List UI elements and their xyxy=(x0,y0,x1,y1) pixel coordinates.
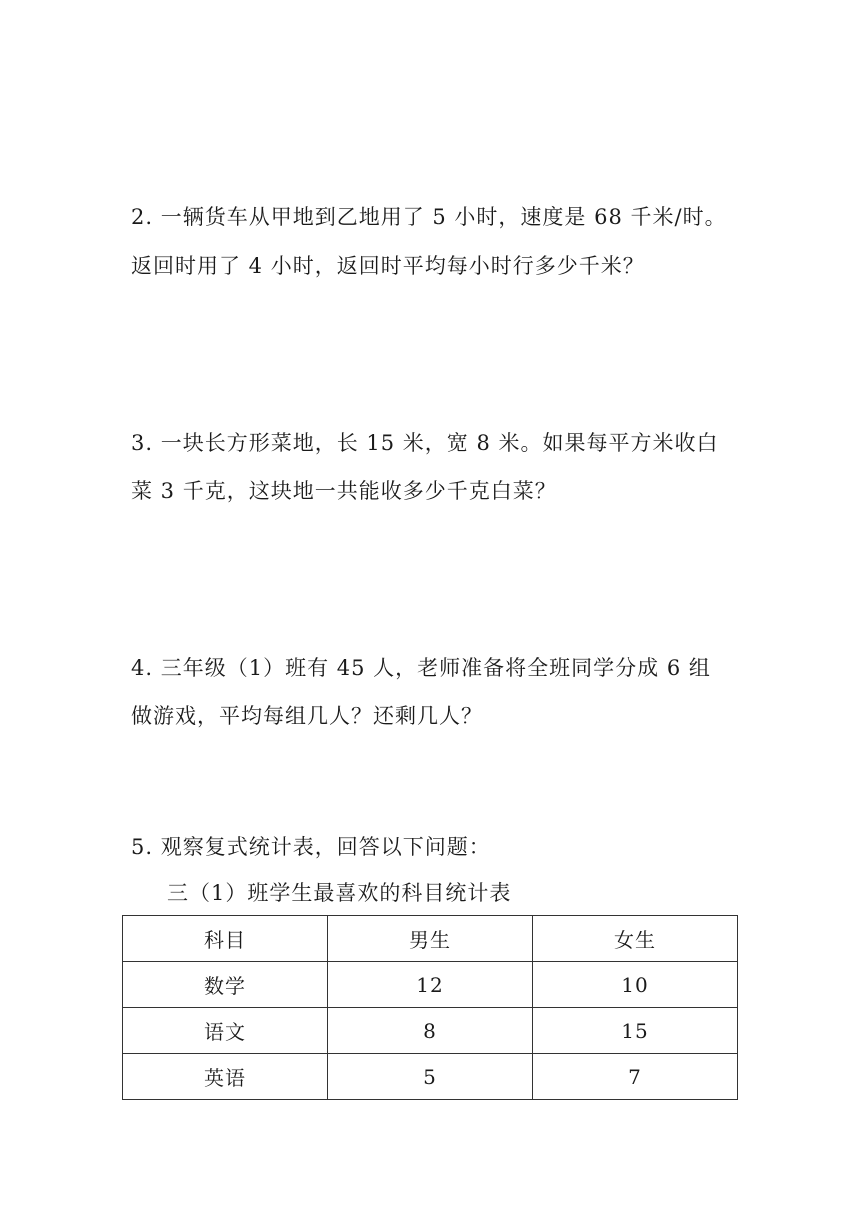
table-cell-subject: 数学 xyxy=(123,962,328,1008)
table-row xyxy=(123,1054,738,1100)
question-2-line-1: 2. 一辆货车从甲地到乙地用了 5 小时，速度是 68 千米/时。 xyxy=(131,205,727,229)
question-4-line-1: 4. 三年级（1）班有 45 人，老师准备将全班同学分成 6 组 xyxy=(131,656,711,680)
question-3-line-1: 3. 一块长方形菜地，长 15 米，宽 8 米。如果每平方米收白 xyxy=(131,431,719,455)
table-cell-boys: 12 xyxy=(328,962,533,1008)
table-cell-girls: 10 xyxy=(533,962,738,1008)
table-caption: 三（1）班学生最喜欢的科目统计表 xyxy=(167,881,512,905)
table-cell-girls: 15 xyxy=(533,1008,738,1054)
table-cell-girls: 7 xyxy=(533,1054,738,1100)
statistics-table xyxy=(122,915,738,1100)
question-2-line-2: 返回时用了 4 小时，返回时平均每小时行多少千米？ xyxy=(131,254,645,278)
question-4-line-2: 做游戏，平均每组几人？还剩几人？ xyxy=(131,704,483,728)
question-3-line-2: 菜 3 千克，这块地一共能收多少千克白菜？ xyxy=(131,479,557,503)
table-header-cell: 女生 xyxy=(533,916,738,962)
table-cell-subject: 英语 xyxy=(123,1054,328,1100)
table-header-cell: 男生 xyxy=(328,916,533,962)
table-row xyxy=(123,1008,738,1054)
table-row xyxy=(123,962,738,1008)
table-cell-boys: 8 xyxy=(328,1008,533,1054)
table-cell-subject: 语文 xyxy=(123,1008,328,1054)
table-header-cell: 科目 xyxy=(123,916,328,962)
question-5-line-1: 5. 观察复式统计表，回答以下问题： xyxy=(131,835,491,859)
table-cell-boys: 5 xyxy=(328,1054,533,1100)
table-header-row xyxy=(123,916,738,962)
